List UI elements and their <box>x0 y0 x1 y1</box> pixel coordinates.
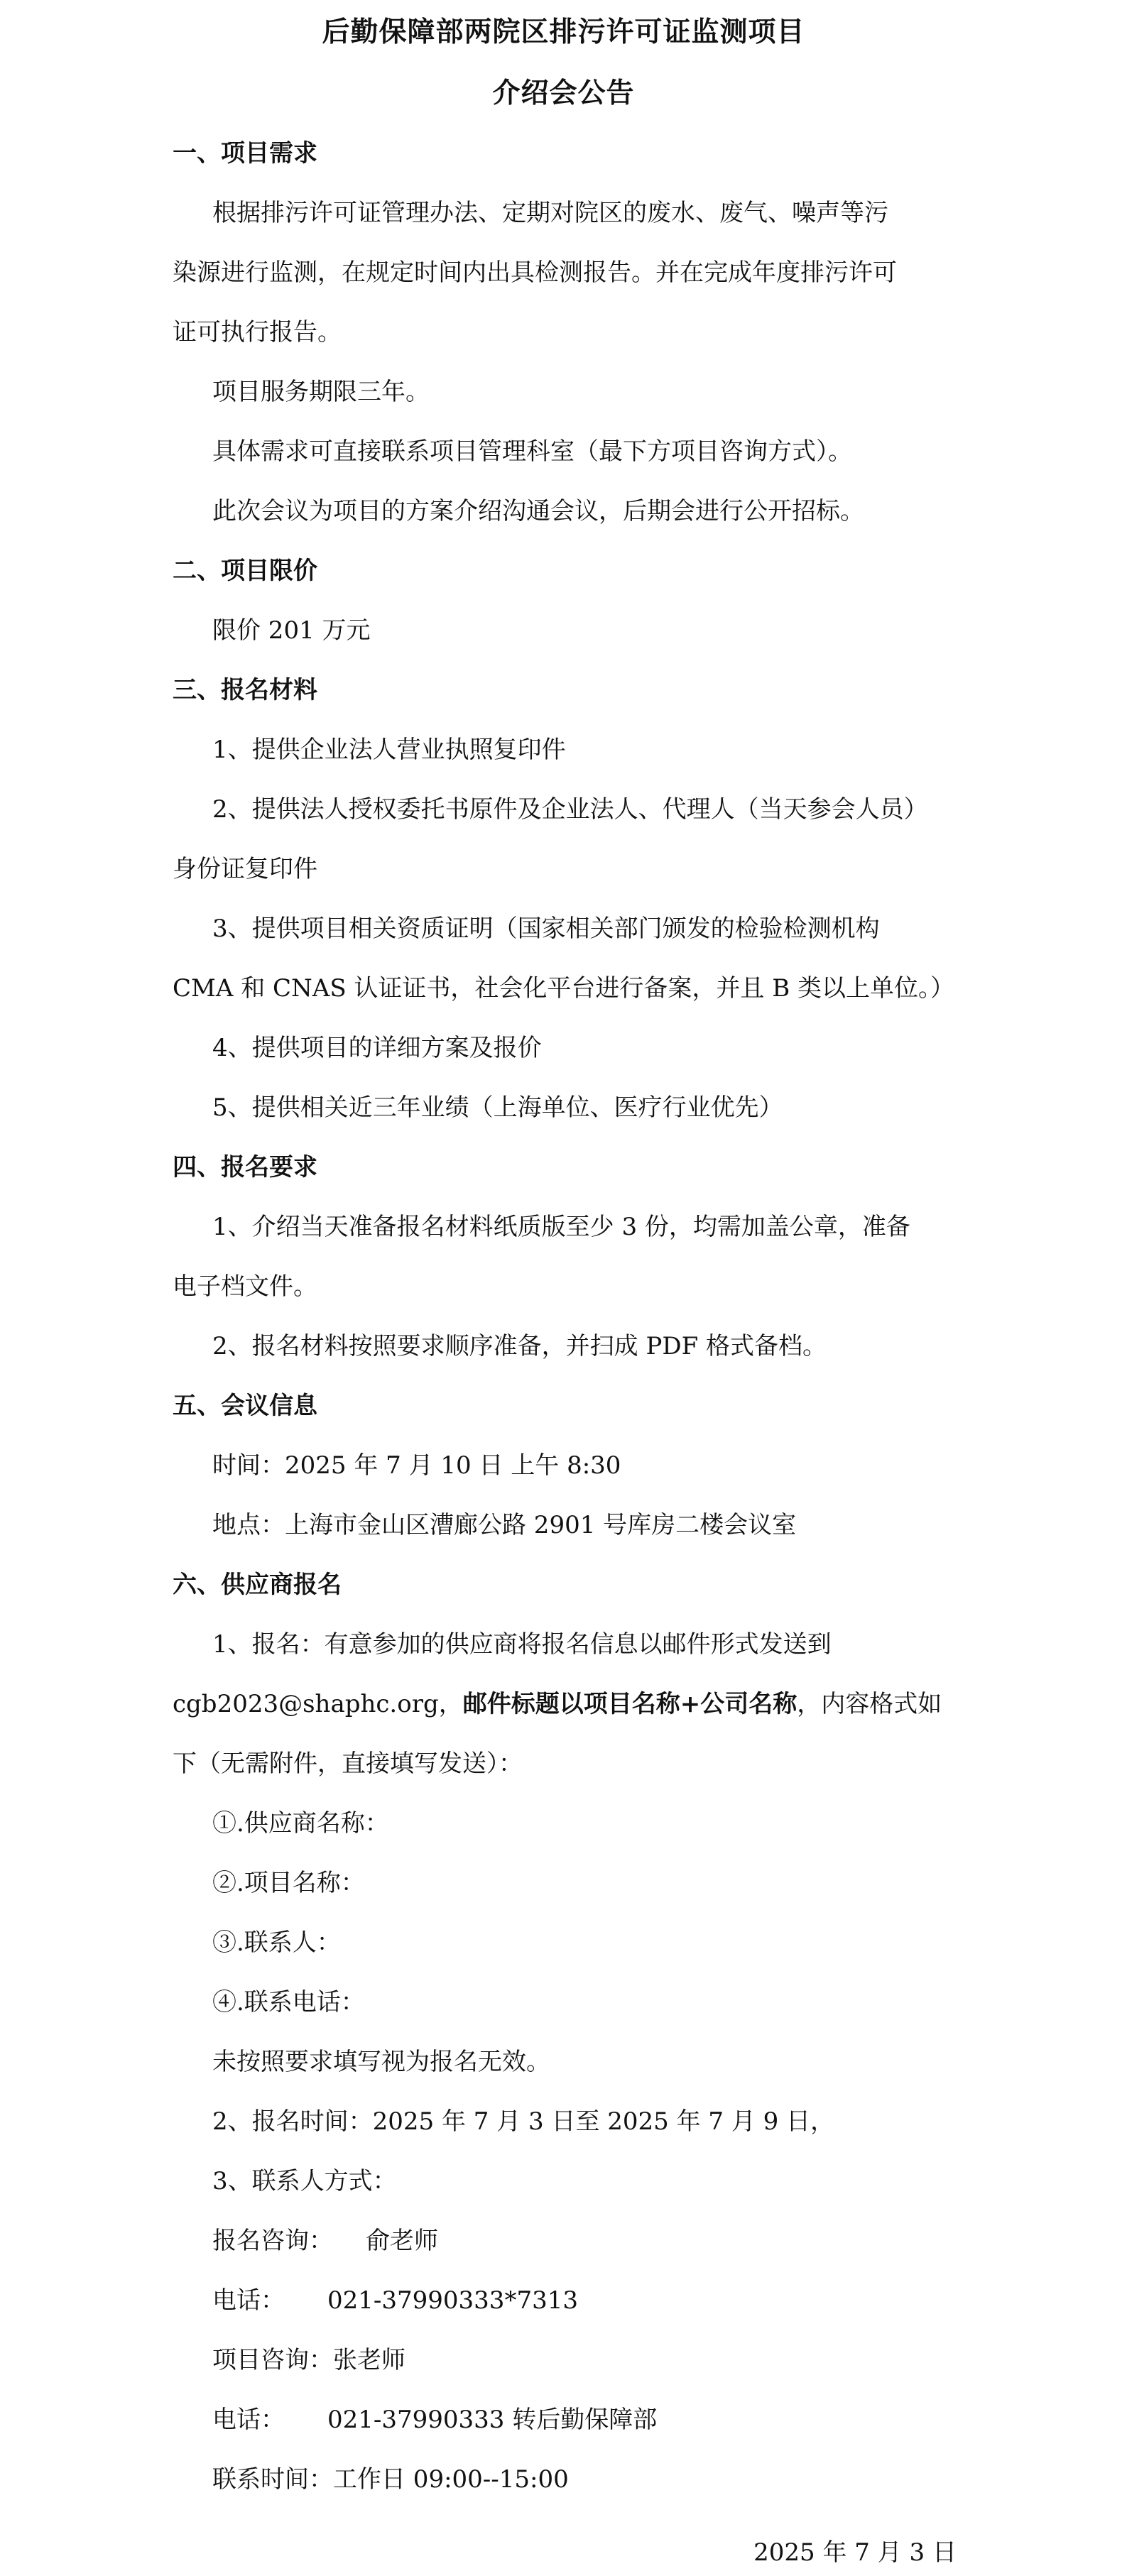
contact-project-phone: 021-37990333 转后勤保障部 <box>327 2406 658 2434</box>
contact-project-name: 张老师 <box>333 2346 405 2374</box>
section-4-item-2: 2、报名材料按照要求顺序准备，并扫成 PDF 格式备档。 <box>212 1332 827 1360</box>
section-1-paragraph-2: 项目服务期限三年。 <box>212 378 430 406</box>
section-6-item-1-line-3: 下（无需附件，直接填写发送）： <box>173 1750 523 1778</box>
section-3-heading: 三、报名材料 <box>173 676 317 704</box>
email-format-text: ，内容格式如 <box>797 1690 942 1718</box>
contact-registration-phone-label: 电话： <box>212 2286 285 2315</box>
section-1-paragraph-4: 此次会议为项目的方案介绍沟通会议，后期会进行公开招标。 <box>212 497 864 525</box>
form-field-project-name: ②.项目名称： <box>212 1869 365 1897</box>
section-3-item-2-line-1: 2、提供法人授权委托书原件及企业法人、代理人（当天参会人员） <box>212 795 928 824</box>
document-body <box>173 124 961 2509</box>
section-5-heading: 五、会议信息 <box>173 1392 317 1420</box>
section-4-item-1-line-2: 电子档文件。 <box>173 1272 317 1301</box>
section-4-item-1-line-1: 1、介绍当天准备报名材料纸质版至少 3 份，均需加盖公章，准备 <box>212 1213 910 1241</box>
contact-project-phone-row <box>173 2390 961 2450</box>
form-field-supplier-name: ①.供应商名称： <box>212 1809 389 1838</box>
section-3-item-3-line-2: CMA 和 CNAS 认证证书，社会化平台进行备案，并且 B 类以上单位。） <box>173 974 955 1003</box>
meeting-time: 时间：2025 年 7 月 10 日 上午 8:30 <box>212 1451 621 1480</box>
section-6-item-2: 2、报名时间：2025 年 7 月 3 日至 2025 年 7 月 9 日， <box>212 2107 835 2136</box>
contact-project-label: 项目咨询： <box>212 2346 333 2374</box>
meeting-place: 地点：上海市金山区漕廊公路 2901 号库房二楼会议室 <box>212 1511 797 1539</box>
form-field-contact-person: ③.联系人： <box>212 1928 341 1957</box>
section-6-item-3: 3、联系人方式： <box>212 2167 397 2195</box>
section-1-paragraph-3: 具体需求可直接联系项目管理科室（最下方项目咨询方式）。 <box>212 437 852 466</box>
contact-project <box>173 2330 961 2390</box>
form-field-contact-phone: ④.联系电话： <box>212 1988 365 2016</box>
section-1-heading: 一、项目需求 <box>173 139 317 168</box>
contact-registration-phone: 021-37990333*7313 <box>327 2286 578 2315</box>
section-3-item-3-line-1: 3、提供项目相关资质证明（国家相关部门颁发的检验检测机构 <box>212 915 880 943</box>
invalid-notice: 未按照要求填写视为报名无效。 <box>212 2048 550 2076</box>
section-3-item-5: 5、提供相关近三年业绩（上海单位、医疗行业优先） <box>212 1093 783 1122</box>
section-6-heading: 六、供应商报名 <box>173 1571 342 1599</box>
section-4-heading: 四、报名要求 <box>173 1153 317 1181</box>
contact-registration <box>173 2211 961 2271</box>
contact-registration-phone-row <box>173 2271 961 2330</box>
section-2-price: 限价 201 万元 <box>212 616 371 645</box>
section-3-item-4: 4、提供项目的详细方案及报价 <box>212 1034 542 1062</box>
section-1-paragraph-1-line-3: 证可执行报告。 <box>173 318 342 346</box>
section-2-heading: 二、项目限价 <box>173 557 317 585</box>
contact-registration-name: 俞老师 <box>366 2227 438 2255</box>
document-title-line-2: 介绍会公告 <box>492 77 635 109</box>
document-title-line-1: 后勤保障部两院区排污许可证监测项目 <box>322 16 805 48</box>
registration-email: cgb2023@shaphc.org， <box>173 1690 463 1718</box>
contact-project-phone-label: 电话： <box>212 2406 285 2434</box>
section-3-item-2-line-2: 身份证复印件 <box>173 855 317 883</box>
section-3-item-1: 1、提供企业法人营业执照复印件 <box>212 736 566 764</box>
section-6-item-1-line-2 <box>173 1674 961 1734</box>
email-subject-rule: 邮件标题以项目名称+公司名称 <box>462 1690 797 1718</box>
section-6-item-1-line-1: 1、报名：有意参加的供应商将报名信息以邮件形式发送到 <box>212 1630 832 1659</box>
section-1-paragraph-1-line-2: 染源进行监测，在规定时间内出具检测报告。并在完成年度排污许可 <box>173 258 897 287</box>
contact-registration-label: 报名咨询： <box>212 2227 333 2255</box>
section-1-paragraph-1-line-1: 根据排污许可证管理办法、定期对院区的废水、废气、噪声等污 <box>212 199 888 227</box>
contact-hours: 联系时间：工作日 09:00--15:00 <box>212 2465 569 2494</box>
document-date: 2025 年 7 月 3 日 <box>753 2538 957 2567</box>
